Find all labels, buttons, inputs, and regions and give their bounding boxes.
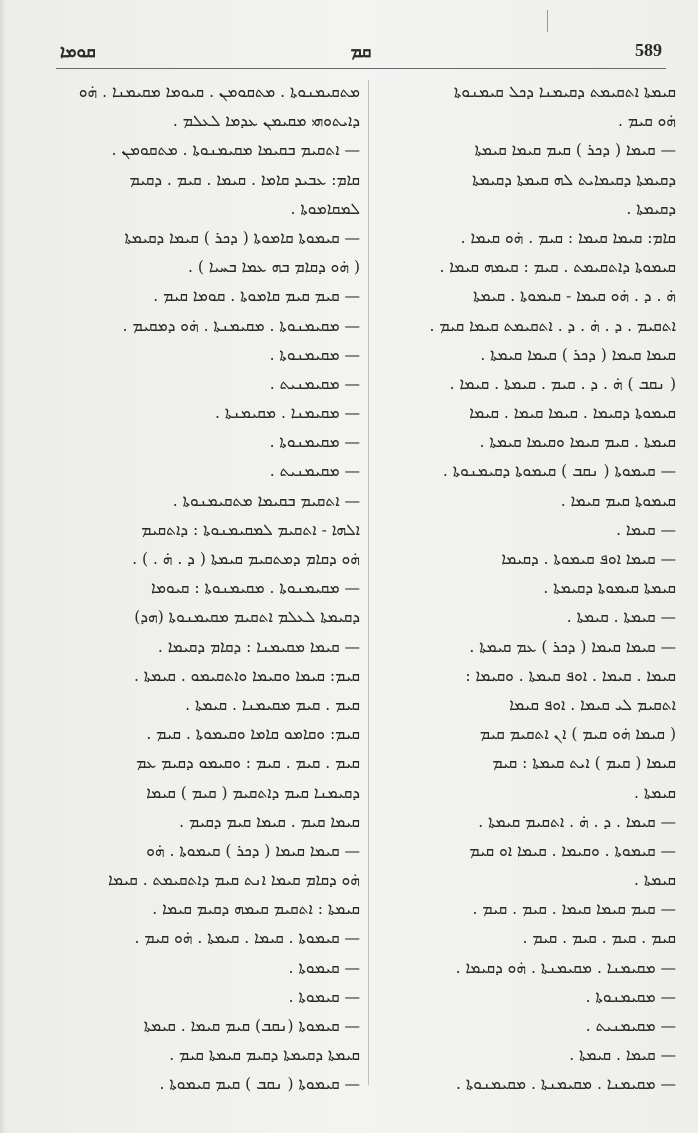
dictionary-entry-line: ( ܢܩܒ ) ܗ̇ . ܕ . ܩܝܡ . ܩܝܡܬܐ . ܩܝܡܐ . <box>449 374 676 393</box>
dictionary-entry-line: ܡܬܩܝܡܢܘܬܐ . ܡܬܩܘܡܢ . ܩܝܘܡܐ ܡܩܝܡܢܐ . ܗ̇ܘ <box>78 83 360 101</box>
dictionary-entry-line: — ܡܩܝܡܢܐ . ܡܩܝܡܢܬܐ . ܗ̇ܘ ܕܩܝܡܐ . <box>455 958 676 977</box>
dictionary-entry-line: ( ܗ̇ܘ ܕܩܐܡ ܒܗ ܥܡܐ ܒܚܝܐ ) . <box>188 258 360 277</box>
dictionary-entry-line: ܩܝܡ . ܩܝܡ ܡܩܝܡܢܐ . ܩܝܡܬܐ . <box>185 695 360 714</box>
dictionary-entry-line: ܩܐܡ: ܩܝܡܐ ܩܝܡܐ : ܩܝܡ . ܗ̇ܘ ܩܝܡܐ . <box>460 228 676 247</box>
right-column <box>380 78 676 1094</box>
dictionary-entry-line: — ܩܝܡܐ ܩܝܡܐ ( ܕܟܪ ) ܩܝܡܘܬܐ . ܗ̇ܘ <box>146 841 360 860</box>
dictionary-entry-line: ܕܐܝܬܘܗܝ ܡܩܝܡܢ ܥܕܡܐ ܠܥܠܡ . <box>172 112 360 131</box>
dictionary-entry-line: ܩܐܡ: ܥܒܝܕ ܩܐܡܐ . ܩܝܡܐ . ܩܝܡ . ܕܩܝܡ <box>129 170 360 189</box>
dictionary-entry-line: — ܩܝܡܘܬܐ . <box>288 987 360 1006</box>
dictionary-entry-line: ܠܡܩܐܡܘܬܐ . <box>290 199 360 218</box>
dictionary-entry-line: — ܩܝܡܘܬܐ ( ܢܩܒ ) ܩܝܡܘܬܐ ܕܩܝܡܢܘܬܐ . <box>442 462 676 481</box>
column-divider <box>368 80 369 1085</box>
dictionary-entry-line: — ܩܝܡܘܬܐ (ܢܩܒ) ܩܝܡ ܩܝܡܐ . ܩܝܡܬܐ <box>143 1017 360 1035</box>
dictionary-entry-line: ܩܝܡܘܬܐ ܩܝܡ ܩܝܡܐ . <box>560 491 676 510</box>
dictionary-entry-line: ܩܝܡܬܐ : ܐܬܩܝܡ ܩܝܡܗ ܕܩܝܡ ܩܝܡܐ . <box>152 900 360 919</box>
dictionary-entry-line: — ܩܝܡܐ . <box>616 520 676 539</box>
dictionary-entry-line: — ܩܝܡܐ ( ܕܟܪ ) ܩܝܡ ܩܝܡܐ ܩܝܡܬܐ <box>474 141 676 160</box>
running-head-left: ܩܘܡܐ <box>60 42 96 62</box>
header-rule <box>56 68 666 69</box>
dictionary-entry-line: ܩܝܡ: ܩܝܡܐ ܘܩܝܡܐ ܘܐܬܩܝܡܘ . ܩܝܡܬܐ . <box>133 666 360 685</box>
dictionary-entry-line: ܩܝܡܬܐ . <box>634 783 676 802</box>
dictionary-entry-line: — ܡܩܝܡܢܝܬ . <box>585 1017 676 1035</box>
dictionary-entry-line: — ܡܩܝܡܢܘܬܐ . <box>269 433 360 452</box>
dictionary-entry-line: ܕܩܝܡܬܐ ܕܩܝܡܐܝܬ ܠܗ ܩܝܡܬܐ ܕܩܝܡܬܐ <box>472 170 676 189</box>
dictionary-entry-line: — ܩܝܡܐ ܡܩܝܡܢܐ : ܕܩܐܡ ܕܩܝܡܐ . <box>157 637 360 656</box>
dictionary-entry-line: — ܩܝܡܬܐ . ܩܝܡܬܐ . <box>566 608 676 627</box>
dictionary-entry-line: — ܩܝܡܐ ܩܝܡܐ ( ܕܟܪ ) ܥܡ ܩܝܡܬܐ . <box>469 637 676 656</box>
dictionary-entry-line: ܩܝܡܬܐ . ܩܝܡ ܩܝܡܐ ܘܩܝܡܐ ܩܝܡܬܐ . <box>479 433 676 452</box>
dictionary-entry-line: — ܡܩܝܡܢܘܬܐ . <box>269 345 360 364</box>
dictionary-entry-line: ܩܝܡܐ ܩܝܡܐ ( ܕܟܪ ) ܩܝܡܐ ܩܝܡܬܐ . <box>480 345 676 364</box>
page-number: 589 <box>635 40 662 60</box>
dictionary-entry-line: ܗ̇ܘ ܕܩܐܡ ܩܝܡܐ ܐܢܬ ܩܝܡ ܕܐܬܩܝܡܬ . ܩܝܡܐ <box>108 871 360 890</box>
dictionary-entry-line: ܩܝܡܬܐ . <box>634 871 676 890</box>
page-edge-shadow <box>0 0 6 1133</box>
dictionary-entry-line: — ܩܝܡܐ . ܕ . ܗ̇ . ܐܬܩܝܡ ܩܝܡܬܐ . <box>478 812 676 831</box>
dictionary-entry-line: — ܡܩܝܡܢܘܬܐ . ܡܩܝܡܢܬܐ . ܗ̇ܘ ܕܡܩܝܡ . <box>122 316 360 335</box>
dictionary-entry-line: — ܐܬܩܝܡ ܒܩܝܡܐ ܡܬܩܝܡܢܘܬܐ . <box>172 491 360 510</box>
dictionary-entry-line: ܩܝܡܐ ( ܩܝܡ ) ܐܝܬ ܩܝܡܬܐ : ܩܝܡ <box>492 754 676 773</box>
gutter-mark <box>547 10 548 32</box>
dictionary-entry-line: — ܡܩܝܡܢܝܬ . <box>269 462 360 481</box>
dictionary-entry-line: ܩܝܡܐ . ܩܝܡܐ . ܐܘܦ ܩܝܡܬܐ . ܘܩܝܡܐ : <box>465 666 676 685</box>
dictionary-entry-line: — ܡܩܝܡܢܘܬܐ . ܡܩܝܡܢܘܬܐ : ܩܝܘܡܐ <box>150 579 360 598</box>
dictionary-entry-line: ( ܩܝܡܐ ܗ̇ܘ ܩܝܡ ) ܐܢ ܐܬܩܝܡ ܩܝܡ <box>479 725 676 744</box>
running-head-center: ܩܡ <box>350 42 372 62</box>
dictionary-entry-line: ܩܝܡܬܐ ܕܩܝܡܬܐ ܕܩܝܡ ܩܝܡܬܐ ܩܝܡ . <box>169 1046 360 1065</box>
dictionary-entry-line: — ܩܝܡܘܬܐ ܩܐܡܘܬܐ ( ܕܟܪ ) ܩܝܡܐ ܕܩܝܡܬܐ <box>124 228 360 247</box>
dictionary-entry-line: — ܩܝܡܘܬܐ ( ܢܩܒ ) ܩܝܡ ܩܝܡܘܬܐ . <box>159 1075 360 1094</box>
dictionary-entry-line: ܐܠܗܐ - ܐܬܩܝܡ ܠܡܩܝܡܢܘܬܐ : ܕܐܬܩܝܡ <box>141 520 360 539</box>
dictionary-entry-line: — ܩܝܡ ܩܝܡ ܩܐܡܘܬܐ . ܩܘܡܐ ܩܝܡ . <box>153 287 360 306</box>
dictionary-entry-line: ܐܬܩܝܡ . ܕ . ܗ̇ . ܕ . ܐܬܩܝܡܬ ܩܝܡܐ ܩܝܡ . <box>429 316 676 335</box>
dictionary-entry-line: ܩܝܡܘܬܐ ܕܐܬܩܝܡܬ . ܩܝܡ : ܩܝܡܗ ܩܝܡܐ . <box>439 258 676 277</box>
dictionary-entry-line: ܐܬܩܝܡ ܠܝ ܩܝܡܐ . ܐܘܦ ܩܝܡܐ <box>509 695 676 714</box>
dictionary-entry-line: ܩܝܡܬܐ ܐܬܩܝܡܬ ܕܩܝܡܢܐ ܕܟܠ ܩܝܡܢܘܬܐ <box>453 83 676 101</box>
dictionary-entry-line: ܕܩܝܡܢܐ ܩܝܡ ܕܐܬܩܝܡ ( ܩܝܡ ) ܩܝܡܐ <box>146 783 360 802</box>
dictionary-entry-line: — ܐܬܩܝܡ ܒܩܝܡܐ ܡܩܝܡܢܘܬܐ . ܡܬܩܘܡܢ . <box>111 141 360 160</box>
dictionary-entry-line: ܩܝܡ . ܩܝܡ . ܩܝܡ . ܩܝܡ . <box>522 929 676 948</box>
dictionary-entry-line: ܗ̇ܘ ܩܝܡ . <box>618 112 676 131</box>
dictionary-entry-line: — ܩܝܡܘܬܐ . ܩܝܡܐ . ܩܝܡܬܐ . ܗ̇ܘ ܩܝܡ . <box>134 929 360 948</box>
left-column <box>62 78 360 1094</box>
dictionary-entry-line: — ܡܩܝܡܢܐ . ܡܩܝܡܢܬܐ . ܡܩܝܡܢܘܬܐ . <box>456 1075 676 1094</box>
dictionary-entry-line: — ܩܝܡܐ . ܩܝܡܬܐ . <box>569 1046 676 1065</box>
dictionary-entry-line: — ܩܝܡܐ ܐܘܦ ܩܝܡܘܬܐ . ܕܩܝܡܐ <box>501 550 676 568</box>
dictionary-entry-line: — ܩܝܡܘܬܐ . ܘܩܝܡܐ . ܩܝܡܐ ܐܘ ܩܝܡ <box>469 841 676 860</box>
dictionary-entry-line: ܩܝܡ: ܘܩܐܡܘ ܩܐܡܐ ܘܩܝܡܘܬܐ . ܩܝܡ . <box>146 725 360 744</box>
dictionary-entry-line: ܕܩܝܡܬܐ ܠܥܠܡ ܐܬܩܝܡ ܡܩܝܡܢܘܬܐ (ܗܕ) <box>134 608 360 627</box>
dictionary-entry-line: ܩܝܡ . ܩܝܡ . ܩܝܡ : ܘܩܝܡܘ ܕܩܝܡ ܥܡ <box>136 754 360 773</box>
dictionary-entry-line: ܩܝܡܐ ܩܝܡ . ܩܝܡܐ ܩܝܡ ܕܩܝܡ . <box>179 812 360 831</box>
dictionary-entry-line: ܩܝܡܬܐ ܩܝܡܘܬܐ ܕܩܝܡܬܐ . <box>543 579 676 598</box>
page-header <box>60 40 662 68</box>
dictionary-entry-line: ܩܝܡܘܬܐ ܕܩܝܡܐ . ܩܝܡܐ ܩܝܡܐ . ܩܝܡܐ <box>469 404 676 423</box>
dictionary-entry-line: — ܡܩܝܡܢܘܬܐ . <box>585 987 676 1006</box>
dictionary-entry-line: — ܩܝܡܘܬܐ . <box>288 958 360 977</box>
dictionary-entry-line: ܗ̇ܘ ܕܩܐܡ ܕܡܬܩܝܡ ܩܝܡܬܐ ( ܕ . ܗ̇ . ) . <box>132 550 360 568</box>
dictionary-entry-line: ܗ̇ . ܕ . ܗ̇ܘ ܩܝܡܐ - ܩܝܡܘܬܐ . ܩܝܡܬܐ <box>473 287 676 306</box>
dictionary-entry-line: — ܡܩܝܡܢܐ . ܡܩܝܡܢܬܐ . <box>214 404 360 423</box>
dictionary-entry-line: ܕܩܝܡܬܐ . <box>626 199 676 218</box>
dictionary-entry-line: — ܡܩܝܡܢܝܬ . <box>269 374 360 393</box>
dictionary-entry-line: — ܩܝܡ ܩܝܡܐ ܩܝܡܐ . ܩܝܡ . ܩܝܡ . <box>472 900 676 919</box>
